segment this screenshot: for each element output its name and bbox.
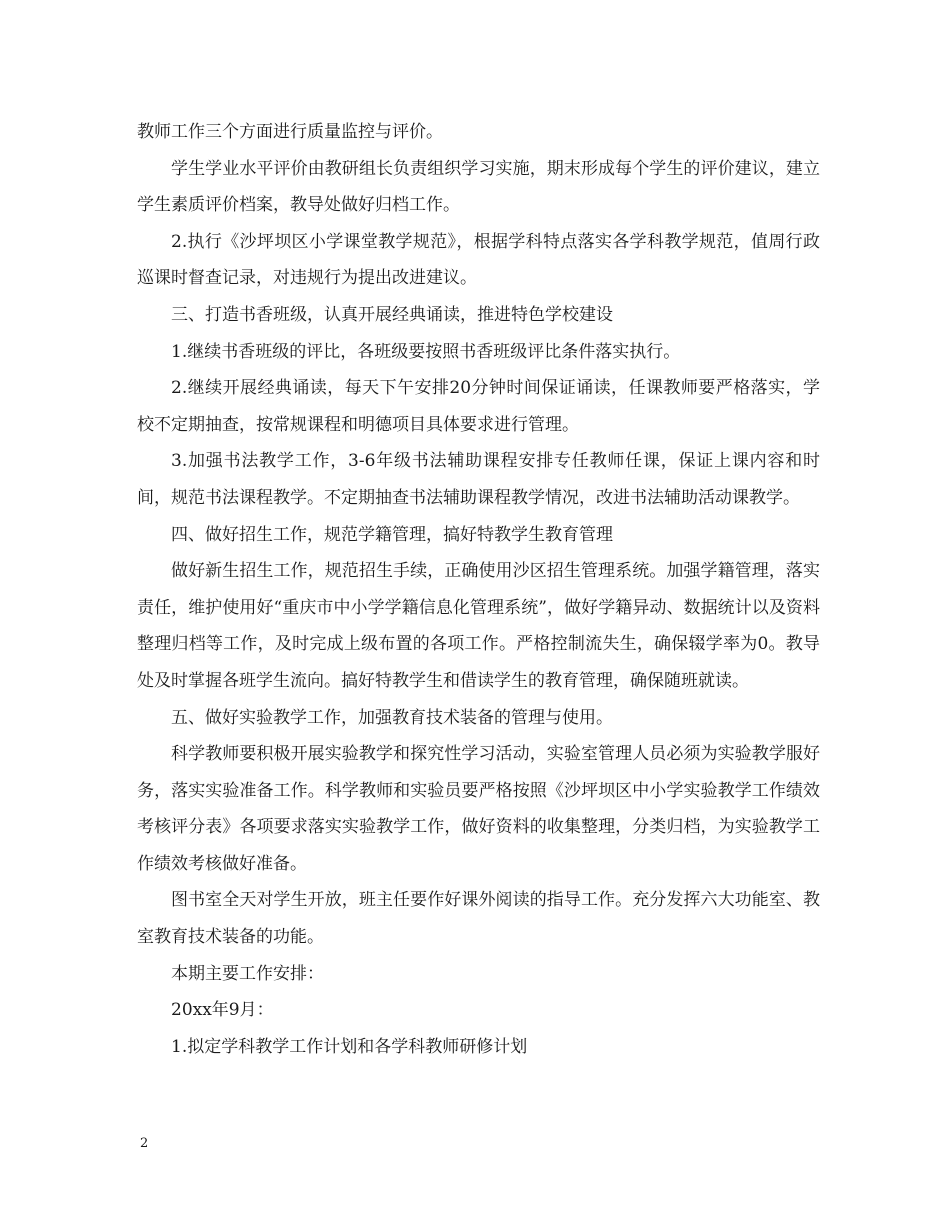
page-number: 2 xyxy=(140,1136,149,1151)
schedule-month: 20xx年9月： xyxy=(171,1000,274,1021)
section-heading-4: 四、做好招生工作，规范学籍管理，搞好特教学生教育管理 xyxy=(171,524,613,545)
paragraph-12: 图书室全天对学生开放，班主任要作好课外阅读的指导工作。充分发挥六大功能室、教室教育技术装备的功能。 xyxy=(137,890,820,948)
paragraph-6: 2.继续开展经典诵读，每天下午安排20分钟时间保证诵读，任课教师要严格落实，学校不定期抽查，按常规课程和明德项目具体要求进行管理。 xyxy=(137,378,820,435)
section-heading-3: 三、打造书香班级，认真开展经典诵读，推进特色学校建设 xyxy=(171,304,613,325)
paragraph-7: 3.加强书法教学工作，3-6年级书法辅助课程安排专任教师任课，保证上课内容和时间，规范书法课程教学。不定期抽查书法辅助课程教学情况，改进书法辅助活动课教学。 xyxy=(137,451,820,508)
schedule-heading: 本期主要工作安排： xyxy=(171,963,324,984)
document-body xyxy=(137,114,820,1065)
section-heading-5: 五、做好实验教学工作，加强教育技术装备的管理与使用。 xyxy=(171,707,613,728)
paragraph-11: 科学教师要积极开展实验教学和探究性学习活动，实验室管理人员必须为实验教学服好务，落实实验准备工作。科学教师和实验员要严格按照《沙坪坝区中小学实验教学工作绩效考核评分表》各项要求落实实验教学工作，做好资料的收集整理，分类归档，为实验教学工作绩效考核做好准备。 xyxy=(137,744,820,874)
paragraph-2: 学生学业水平评价由教研组长负责组织学习实施，期末形成每个学生的评价建议，建立学生素质评价档案，教导处做好归档工作。 xyxy=(137,158,820,216)
paragraph-1: 教师工作三个方面进行质量监控与评价。 xyxy=(137,122,443,142)
paragraph-3: 2.执行《沙坪坝区小学课堂教学规范》，根据学科特点落实各学科教学规范，值周行政巡课时督查记录，对违规行为提出改进建议。 xyxy=(137,231,820,289)
paragraph-5: 1.继续书香班级的评比，各班级要按照书香班级评比条件落实执行。 xyxy=(171,341,681,362)
schedule-item-1: 1.拟定学科教学工作计划和各学科教师研修计划 xyxy=(171,1036,528,1057)
paragraph-9: 做好新生招生工作，规范招生手续，正确使用沙区招生管理系统。加强学籍管理，落实责任，维护使用好“重庆市中小学学籍信息化管理系统”，做好学籍异动、数据统计以及资料整理归档等工作，及时完成上级布置的各项工作。严格控制流失生，确保辍学率为0。教导处及时掌握各班学生流向。搞好特教学生和借读学生的教育管理，确保随班就读。 xyxy=(137,561,820,691)
